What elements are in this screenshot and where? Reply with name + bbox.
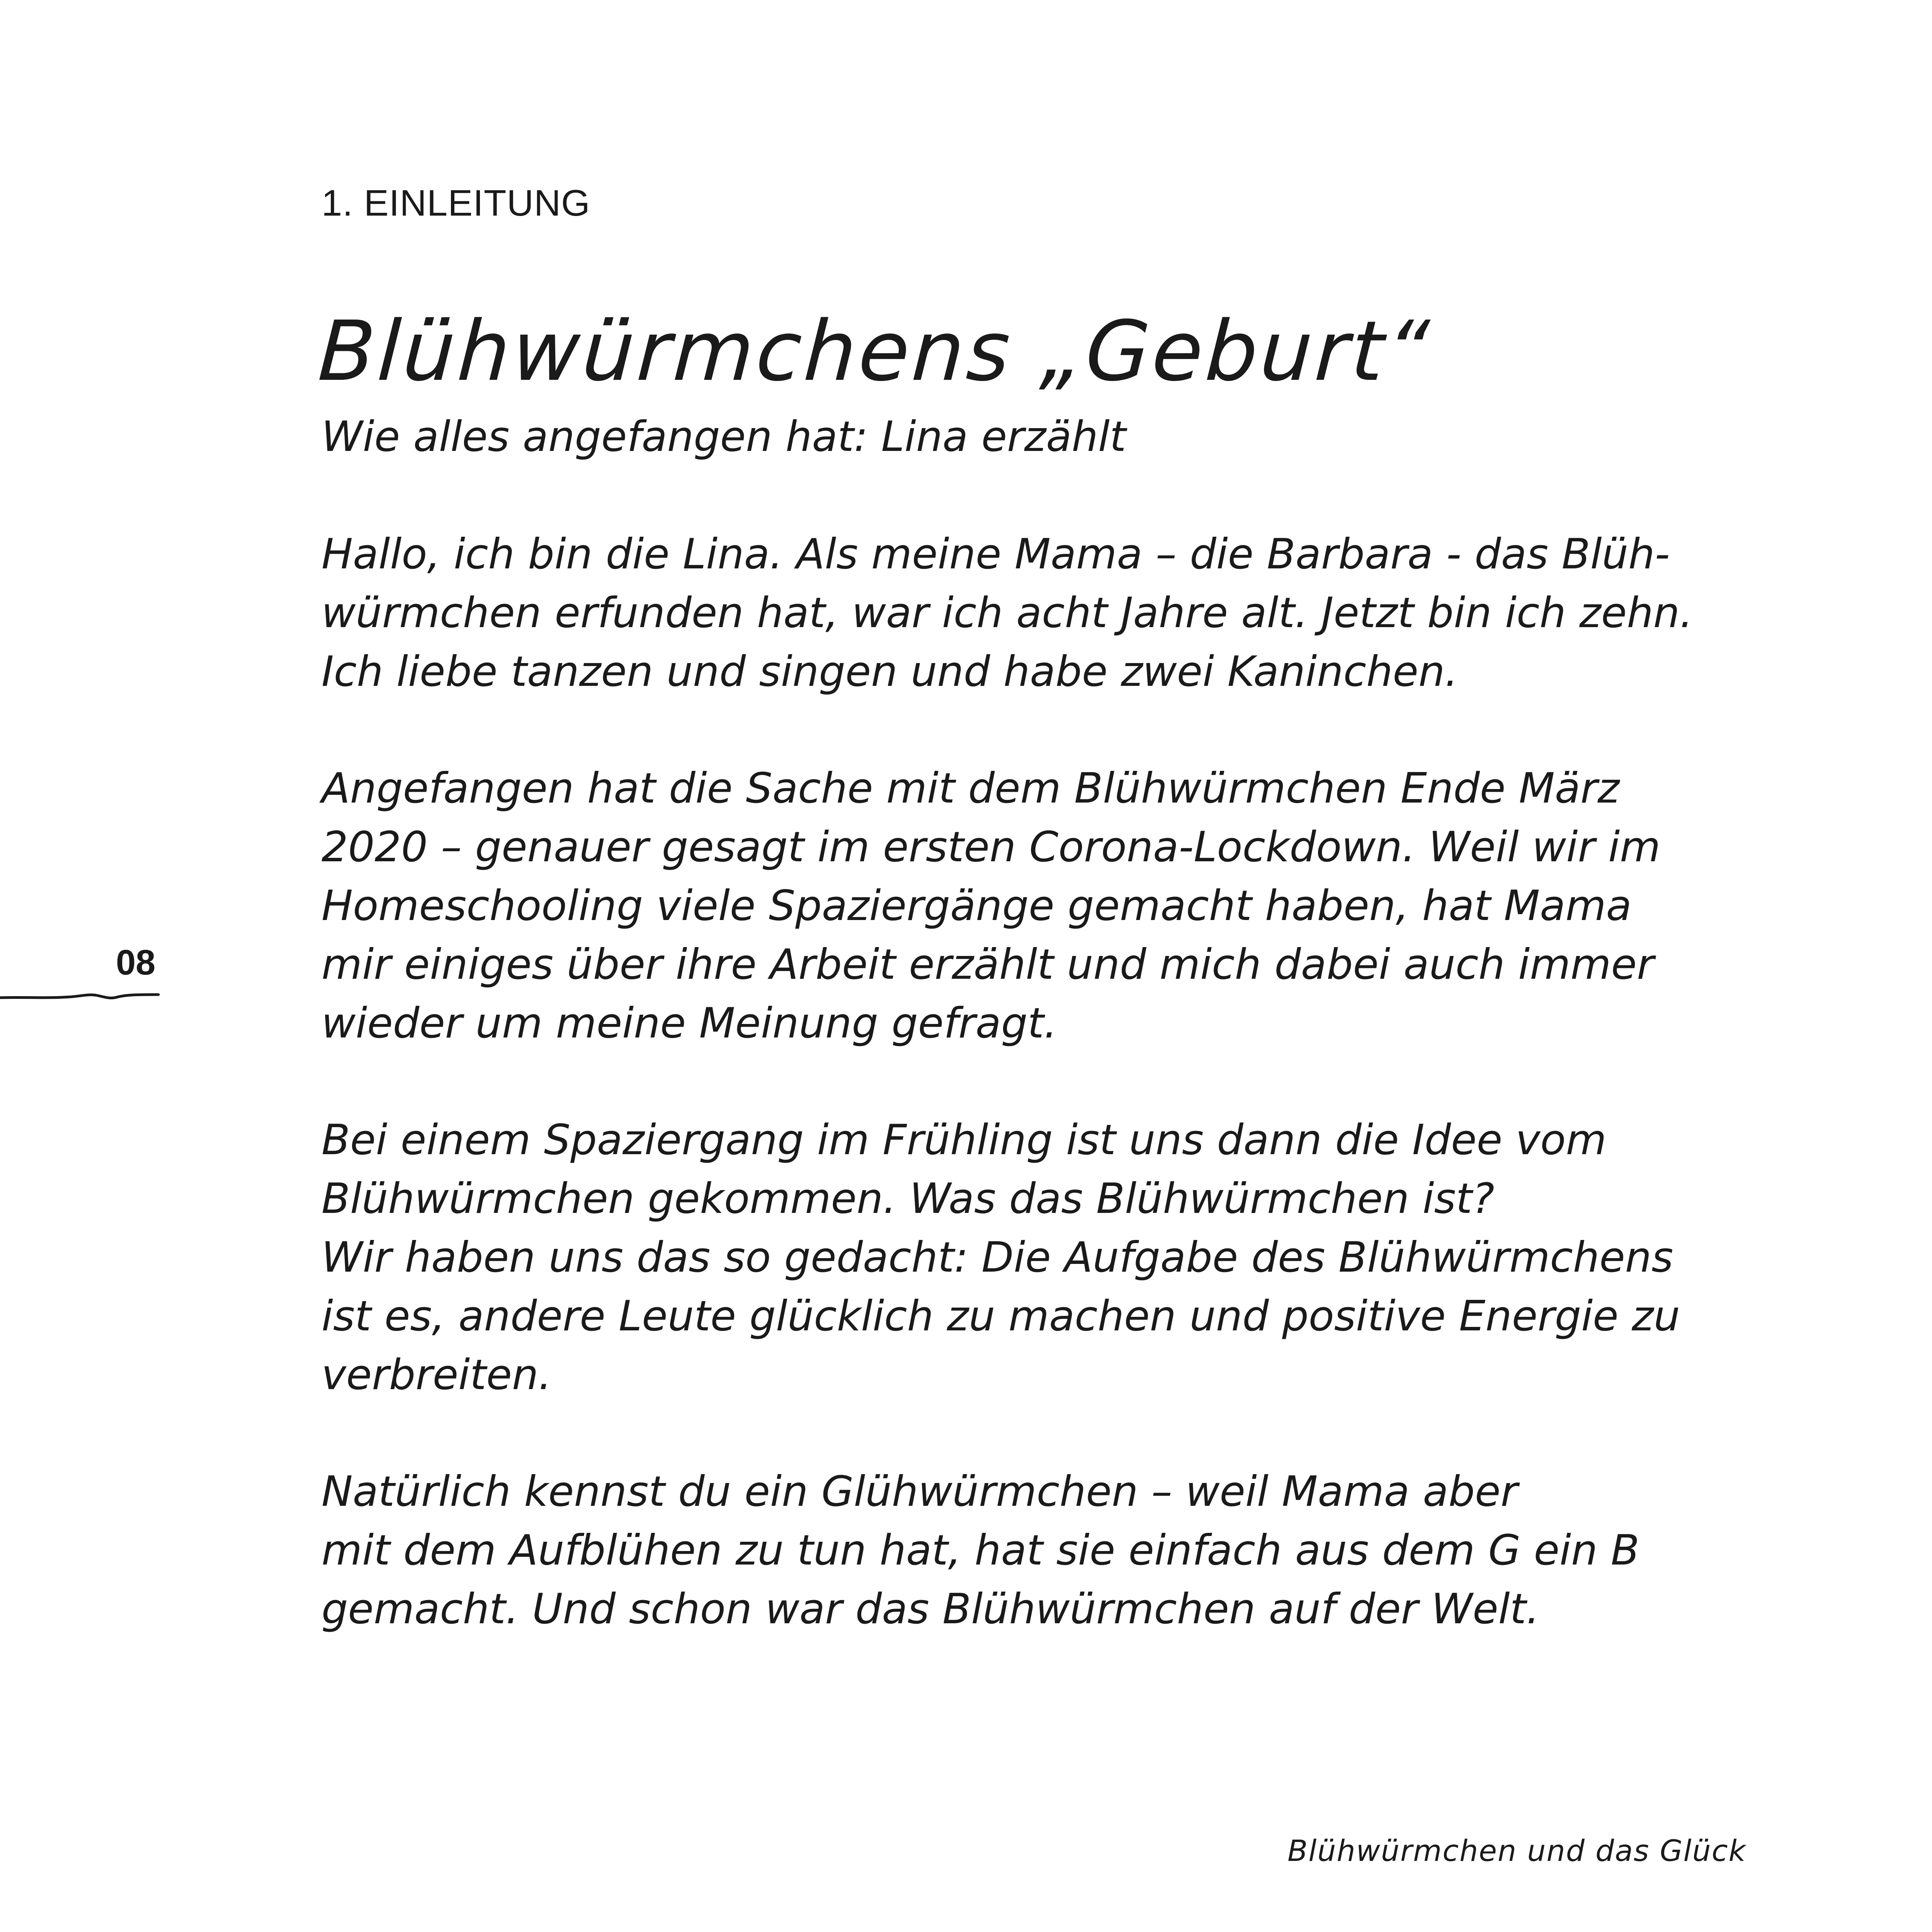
- body-text: [321, 408, 1713, 1697]
- paragraph-intro: Hallo, ich bin die Lina. Als meine Mama – die Barbara - das Blüh- würmchen erfunden hat, war ich acht Jahre alt. Jetzt bin ich zehn. Ich liebe tanzen und singen und habe zwei Kaninchen.: [321, 530, 1693, 696]
- page-number: 08: [116, 943, 156, 982]
- subtitle: Wie alles angefangen hat: Lina erzählt: [321, 413, 1126, 461]
- page-number-underline: [0, 985, 162, 1009]
- chapter-title: Blühwürmchens „Geburt“: [316, 303, 1434, 400]
- paragraph-name-origin: Natürlich kennst du ein Glühwürmchen – weil Mama aber mit dem Aufblühen zu tun hat, hat sie einfach aus dem G ein B gemacht. Und schon war das Blühwürmchen auf der Welt.: [321, 1468, 1639, 1633]
- paragraph-beginning: Angefangen hat die Sache mit dem Blühwürmchen Ende März 2020 – genauer gesagt im ersten Corona-Lockdown. Weil wir im Homeschooling viele Spaziergänge gemacht haben, hat Mama mir einiges über ihre Arbeit erzählt und mich dabei auch immer wieder um meine Meinung gefragt.: [321, 764, 1661, 1048]
- section-label: 1. EINLEITUNG: [321, 182, 590, 224]
- paragraph-idea: Bei einem Spaziergang im Frühling ist uns dann die Idee vom Blühwürmchen gekommen. Was das Blühwürmchen ist? Wir haben uns das so gedacht: Die Aufgabe des Blühwürmchens ist es, andere Leute glücklich zu machen und positive Energie zu verbreiten.: [321, 1116, 1680, 1399]
- footer-book-title: Blühwürmchen und das Glück: [1287, 1833, 1747, 1868]
